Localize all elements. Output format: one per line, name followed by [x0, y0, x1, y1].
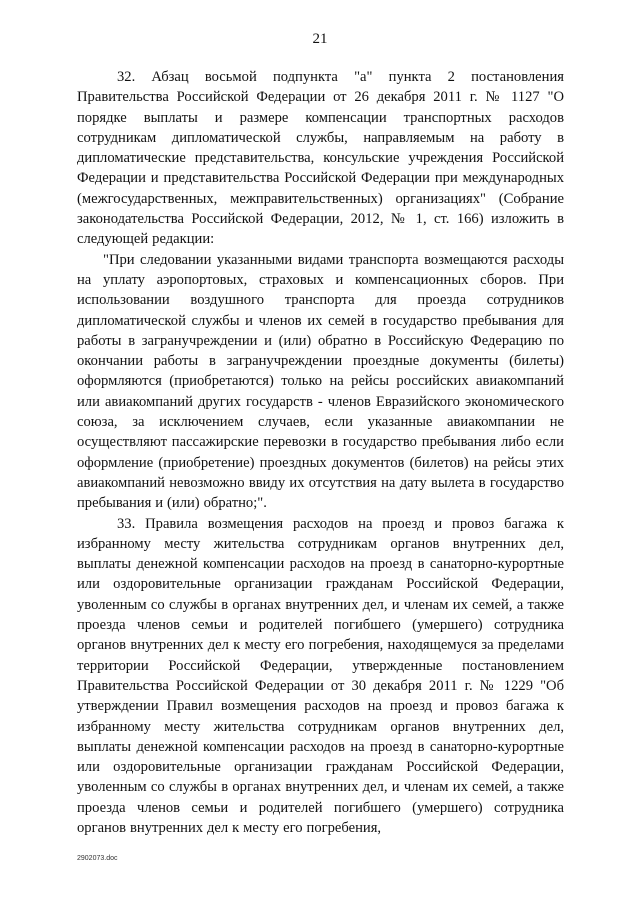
paragraph-32: 32. Абзац восьмой подпункта "а" пункта 2 постановления Правительства Российской Федерации от 26 декабря 2011 г. № 1127 "О порядке выплаты и размере компенсации транспортных расходов сотрудникам дипломатической службы, направляемым на работу в дипломатические представительства, консульские учреждения Российской Федерации и представительства Российской Федерации при международных (межгосударственных, межправительственных) организациях" (Собрание законодательства Российской Федерации, 2012, № 1, ст. 166) изложить в следующей редакции: [77, 69, 564, 248]
paragraph-33: 33. Правила возмещения расходов на проезд и провоз багажа к избранному месту жительства сотрудникам органов внутренних дел, выплаты денежной компенсации расходов на проезд в санаторно-курортные или оздоровительные организации гражданам Российской Федерации, уволенным со службы в органах внутренних дел, и членам их семей, а также проезда членов семьи и родителей погибшего (умершего) сотрудника органов внутренних дел к месту его погребения, находящемуся за пределами территории Российской Федерации, утвержденные постановлением Правительства Российской Федерации от 30 декабря 2011 г. № 1229 "Об утверждении Правил возмещения расходов на проезд и провоз багажа к избранному месту жительства сотрудникам органов внутренних дел, выплаты денежной компенсации расходов на проезд в санаторно-курортные или оздоровительные организации гражданам Российской Федерации, уволенным со службы в органах внутренних дел, и членам их семей, а также проезда членов семьи и родителей погибшего (умершего) сотрудника органов внутренних дел к месту его погребения, [77, 515, 564, 836]
document-footer-id: 2902073.doc [77, 855, 118, 862]
paragraph-32-quote: "При следовании указанными видами транспорта возмещаются расходы на уплату аэропортовых, страховых и компенсационных сборов. При использовании воздушного транспорта для проезда сотрудников дипломатической службы и членов их семей в государство пребывания для работы в загранучреждении и (или) обратно в Российскую Федерацию по окончании работы в загранучреждении проездные документы (билеты) оформляются (приобретаются) только на рейсы российских авиакомпаний или авиакомпаний других государств - членов Евразийского экономического союза, за исключением случаев, если указанные авиакомпании не осуществляют пассажирские перевозки в государство пребывания либо если оформление (приобретение) проездных документов (билетов) на рейсы этих авиакомпаний невозможно ввиду их отсутствия на дату вылета в государство пребывания и (или) обратно;". [77, 251, 564, 512]
document-body [77, 67, 564, 838]
page-number: 21 [312, 31, 328, 47]
